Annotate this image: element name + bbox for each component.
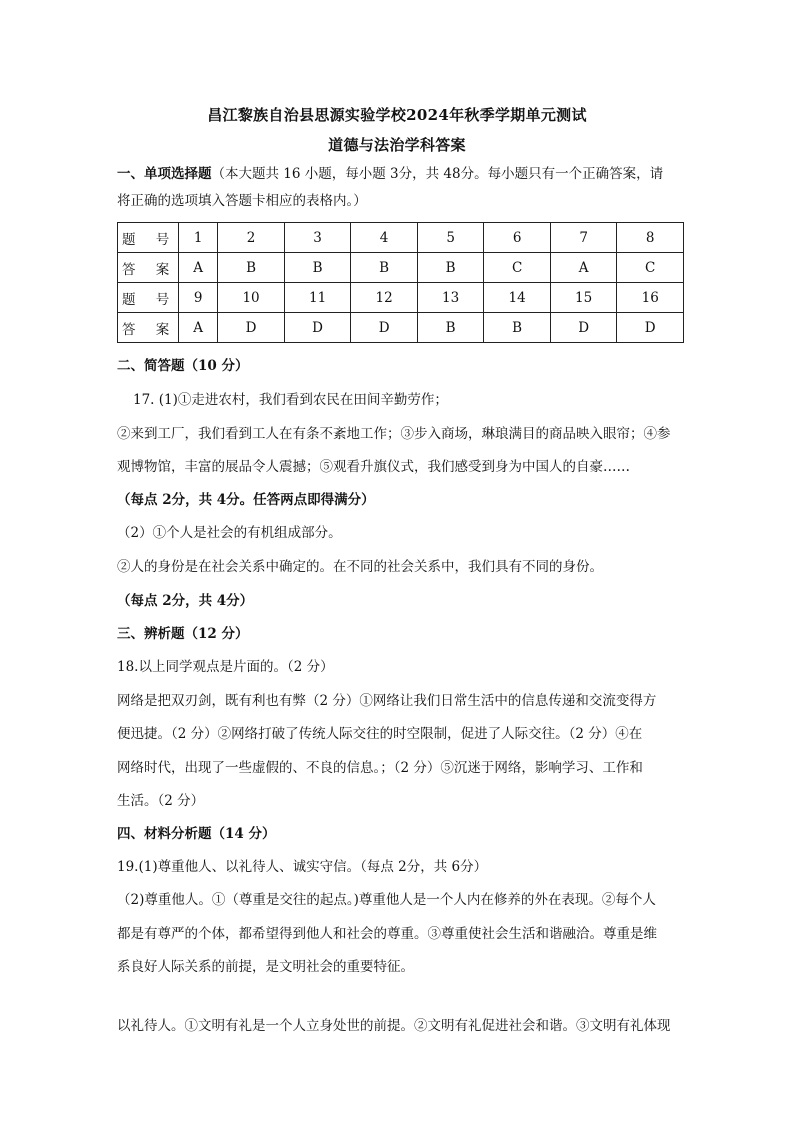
section3-heading: 三、辨析题（12 分） — [117, 626, 249, 642]
section1-heading: 一、单项选择题 — [117, 166, 212, 182]
table-cell: 12 — [351, 283, 418, 313]
table-row — [118, 223, 684, 253]
section4-line: 都是有尊严的个体，都希望得到他人和社会的尊重。③尊重使社会生活和谐融洽。尊重是维 — [117, 926, 657, 942]
table-cell: C — [484, 253, 551, 283]
section2-line: 17. (1)①走进农村，我们看到农民在田间辛勤劳作； — [133, 392, 448, 408]
table-cell: D — [218, 313, 285, 343]
table-cell: 13 — [417, 283, 484, 313]
table-cell: 11 — [284, 283, 351, 313]
table-cell: 8 — [617, 223, 684, 253]
section2-line: （2）①个人是社会的有机组成部分。 — [117, 525, 342, 541]
section3-line: 生活。（2 分） — [117, 793, 205, 809]
section2-scoring-note: （每点 2分，共 4分。任答两点即得满分） — [117, 492, 375, 508]
section4-line: 19.(1)尊重他人、以礼待人、诚实守信。（每点 2分，共 6分） — [117, 859, 488, 875]
table-cell: 9 — [179, 283, 218, 313]
table-cell: 5 — [417, 223, 484, 253]
table-cell: D — [617, 313, 684, 343]
table-cell: 2 — [218, 223, 285, 253]
section1-desc-1: （本大题共 16 小题，每小题 3分，共 48分。每小题只有一个正确答案，请 — [211, 166, 664, 182]
section2-line: 观博物馆，丰富的展品令人震撼；⑤观看升旗仪式，我们感受到身为中国人的自豪…… — [117, 459, 630, 475]
section2-line: ②人的身份是在社会关系中确定的。在不同的社会关系中，我们具有不同的身份。 — [117, 559, 603, 575]
table-row-label: 题 号 — [118, 283, 179, 313]
table-cell: B — [417, 253, 484, 283]
table-cell: A — [550, 253, 617, 283]
table-row-label: 答 案 — [118, 253, 179, 283]
table-cell: 10 — [218, 283, 285, 313]
page-subtitle: 道德与法治学科答案 — [328, 136, 466, 154]
table-cell: D — [550, 313, 617, 343]
table-cell: D — [351, 313, 418, 343]
table-cell: A — [179, 313, 218, 343]
table-row-label: 答 案 — [118, 313, 179, 343]
table-cell: B — [284, 253, 351, 283]
section4-line: 以礼待人。①文明有礼是一个人立身处世的前提。②文明有礼促进社会和谐。③文明有礼体现 — [117, 1018, 671, 1034]
section2-line: ②来到工厂，我们看到工人在有条不紊地工作；③步入商场，琳琅满目的商品映入眼帘；④参 — [117, 426, 671, 442]
table-cell: 7 — [550, 223, 617, 253]
section3-line: 网络时代，出现了一些虚假的、不良的信息。；（2 分）⑤沉迷于网络，影响学习、工作和 — [117, 760, 643, 776]
section3-line: 便迅捷。（2 分）②网络打破了传统人际交往的时空限制，促进了人际交往。（2 分）④在 — [117, 726, 643, 742]
table-row — [118, 313, 684, 343]
table-cell: 14 — [484, 283, 551, 313]
section2-scoring-note: （每点 2分，共 4分） — [117, 593, 254, 609]
section4-line: 系良好人际关系的前提，是文明社会的重要特征。 — [117, 959, 414, 975]
section2-heading: 二、简答题（10 分） — [117, 358, 249, 374]
table-cell: 1 — [179, 223, 218, 253]
section1-intro — [117, 164, 683, 184]
table-cell: 3 — [284, 223, 351, 253]
section1-desc-2: 将正确的选项填入答题卡相应的表格内。） — [117, 193, 367, 209]
table-row — [118, 283, 684, 313]
table-row — [118, 253, 684, 283]
section3-line: 18.以上同学观点是片面的。（2 分） — [117, 659, 334, 675]
table-cell: C — [617, 253, 684, 283]
table-row-label: 题 号 — [118, 223, 179, 253]
table-cell: B — [417, 313, 484, 343]
table-cell: 6 — [484, 223, 551, 253]
section4-line: （2)尊重他人。①（尊重是交往的起点。)尊重他人是一个人内在修养的外在表现。②每个人 — [117, 892, 656, 908]
table-cell: D — [284, 313, 351, 343]
table-cell: 4 — [351, 223, 418, 253]
table-cell: A — [179, 253, 218, 283]
section3-line: 网络是把双刃剑，既有利也有弊（2 分）①网络让我们日常生活中的信息传递和交流变得方 — [117, 693, 657, 709]
answer-table — [117, 222, 684, 343]
page-title: 昌江黎族自治县思源实验学校2024年秋季学期单元测试 — [207, 106, 587, 124]
table-cell: 15 — [550, 283, 617, 313]
table-cell: 16 — [617, 283, 684, 313]
section4-heading: 四、材料分析题（14 分） — [117, 826, 276, 842]
table-cell: B — [484, 313, 551, 343]
table-cell: B — [218, 253, 285, 283]
table-cell: B — [351, 253, 418, 283]
